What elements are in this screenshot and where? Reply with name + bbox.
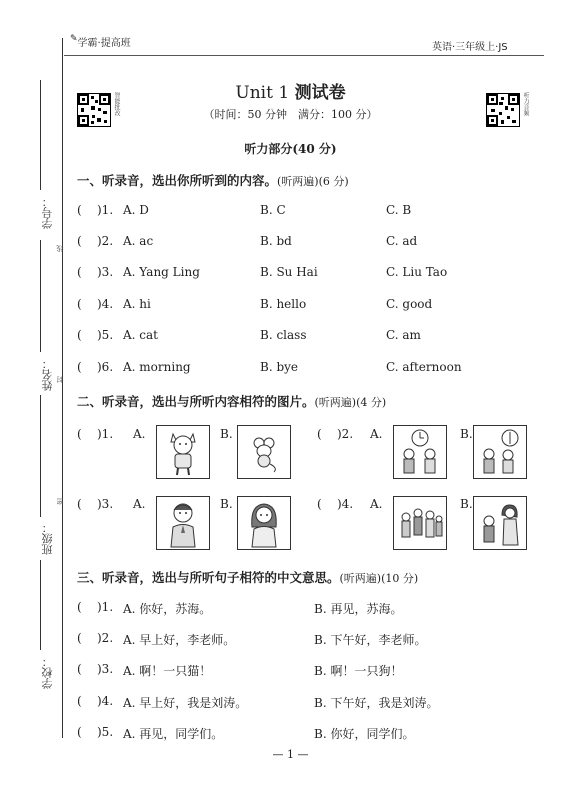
group-icon: [394, 497, 446, 549]
option-a: A. hi: [123, 297, 151, 311]
answer-blank[interactable]: (: [77, 203, 82, 217]
option-b: B. Su Hai: [260, 265, 318, 279]
clock-people-icon: [474, 426, 526, 478]
teacher-icon: [474, 497, 526, 549]
page-number: — 1 —: [272, 748, 309, 761]
time-score-meta: （时间：50 分钟 满分：100 分）: [203, 108, 378, 121]
option-c: C. B: [386, 203, 412, 217]
cat-icon: [157, 426, 209, 478]
option-c: C. good: [386, 297, 433, 311]
list-item: ( )4. A. hi B. hello C. good: [77, 297, 433, 311]
school-label: 学校：: [41, 656, 54, 689]
pen-icon: ✎: [70, 34, 78, 44]
grade-label: 英语·三年级上·JS: [432, 42, 508, 53]
cut-line-text-1: 线: [56, 245, 64, 252]
option-b: B.: [460, 497, 473, 511]
page-title: [0, 78, 581, 103]
teacher-student-picture[interactable]: [473, 496, 527, 550]
list-item: ( )3. A. B.: [77, 497, 233, 511]
brand-logo: [70, 34, 131, 49]
list-item: ( )4. A. 早上好，我是刘涛。 B. 下午好，我是刘涛。: [77, 694, 439, 710]
answer-blank[interactable]: (: [77, 360, 82, 374]
header-rule: [64, 55, 544, 56]
option-b: B.: [220, 427, 233, 441]
list-item: ( )2. A. 早上好，李老师。 B. 下午好，李老师。: [77, 631, 427, 647]
section-2-title: 二、听录音，选出与所听内容相符的图片。(听两遍)(4 分): [77, 394, 387, 409]
option-b: B. 再见，苏海。: [314, 602, 403, 616]
option-b: B. class: [260, 328, 307, 342]
option-b: B.: [460, 427, 473, 441]
option-b: B. hello: [260, 297, 307, 311]
answer-blank[interactable]: (: [77, 725, 82, 739]
option-b: B. 下午好，李老师。: [314, 633, 427, 647]
option-b: B. 下午好，我是刘涛。: [314, 696, 439, 710]
mouse-icon: [238, 426, 290, 478]
option-a: A.: [370, 427, 383, 441]
answer-blank[interactable]: (: [77, 694, 82, 708]
option-a: A.: [133, 497, 146, 511]
option-a: A. morning: [123, 360, 191, 374]
list-item: ( )4. A. B.: [317, 497, 473, 511]
answer-blank[interactable]: (: [317, 427, 322, 441]
class-blank[interactable]: [40, 395, 41, 517]
option-b: B. 你好，同学们。: [314, 727, 415, 741]
brand-text: 学霸·提高班: [77, 38, 131, 49]
class-label: 班级：: [41, 522, 54, 555]
option-c: C. Liu Tao: [386, 265, 448, 279]
option-b: B. bd: [260, 234, 292, 248]
clock-people-icon: [394, 426, 446, 478]
option-a: A. 早上好，我是刘涛。: [123, 696, 248, 710]
student-id-label: 学号：: [41, 196, 54, 229]
list-item: ( )2. A. ac B. bd C. ad: [77, 234, 418, 248]
cut-line-text-2: 封: [56, 376, 64, 383]
option-a: A.: [133, 427, 146, 441]
unit-label: Unit 1: [235, 83, 290, 103]
section-3-title: 三、听录音，选出与所听句子相符的中文意思。(听两遍)(10 分): [77, 570, 419, 585]
qr-caption-right: 听力音频: [522, 92, 529, 116]
answer-blank[interactable]: (: [77, 297, 82, 311]
boy-picture[interactable]: [156, 496, 210, 550]
girl-picture[interactable]: [237, 496, 291, 550]
answer-blank[interactable]: (: [77, 234, 82, 248]
answer-blank[interactable]: (: [77, 328, 82, 342]
list-item: ( )5. A. cat B. class C. am: [77, 328, 421, 342]
list-item: ( )6. A. morning B. bye C. afternoon: [77, 360, 462, 374]
listening-heading: 听力部分(40 分): [244, 142, 337, 156]
option-b: B. bye: [260, 360, 299, 374]
list-item: ( )1. A. B.: [77, 427, 233, 441]
cat-picture[interactable]: [156, 425, 210, 479]
school-blank[interactable]: [40, 560, 41, 650]
list-item: ( )1. A. D B. C C. B: [77, 203, 412, 217]
classmates-picture[interactable]: [393, 496, 447, 550]
answer-blank[interactable]: (: [77, 265, 82, 279]
option-a: A. D: [123, 203, 149, 217]
option-a: A. ac: [123, 234, 154, 248]
section-1-title: 一、听录音，选出你所听到的内容。(听两遍)(6 分): [77, 173, 349, 188]
option-c: C. ad: [386, 234, 418, 248]
option-a: A. 早上好，李老师。: [123, 633, 236, 647]
girl-icon: [238, 497, 290, 549]
qr-caption-left: 智能批改: [113, 92, 120, 116]
list-item: ( )5. A. 再见，同学们。 B. 你好，同学们。: [77, 725, 415, 741]
answer-blank[interactable]: (: [77, 427, 82, 441]
answer-blank[interactable]: (: [77, 497, 82, 511]
option-a: A. Yang Ling: [123, 265, 200, 279]
option-a: A.: [370, 497, 383, 511]
option-b: B.: [220, 497, 233, 511]
answer-blank[interactable]: (: [317, 497, 322, 511]
list-item: ( )1. A. 你好，苏海。 B. 再见，苏海。: [77, 600, 403, 616]
option-c: C. am: [386, 328, 421, 342]
list-item: ( )2. A. B.: [317, 427, 473, 441]
list-item: ( )3. A. Yang Ling B. Su Hai C. Liu Tao: [77, 265, 448, 279]
name-blank[interactable]: [40, 240, 41, 352]
option-b: B. 啊！一只狗！: [314, 664, 403, 678]
answer-blank[interactable]: (: [77, 600, 82, 614]
afternoon-greeting-picture[interactable]: [473, 425, 527, 479]
option-b: B. C: [260, 203, 286, 217]
option-a: A. 啊！一只猫！: [123, 664, 212, 678]
option-a: A. cat: [123, 328, 158, 342]
answer-blank[interactable]: (: [77, 662, 82, 676]
cut-line-text-3: 密: [56, 498, 64, 505]
option-a: A. 再见，同学们。: [123, 727, 224, 741]
boy-icon: [157, 497, 209, 549]
option-a: A. 你好，苏海。: [123, 602, 212, 616]
answer-blank[interactable]: (: [77, 631, 82, 645]
list-item: ( )3. A. 啊！一只猫！ B. 啊！一只狗！: [77, 662, 403, 678]
test-kind: 测试卷: [294, 83, 346, 103]
morning-greeting-picture[interactable]: [393, 425, 447, 479]
name-label: 姓名：: [41, 358, 54, 391]
option-c: C. afternoon: [386, 360, 462, 374]
mouse-picture[interactable]: [237, 425, 291, 479]
